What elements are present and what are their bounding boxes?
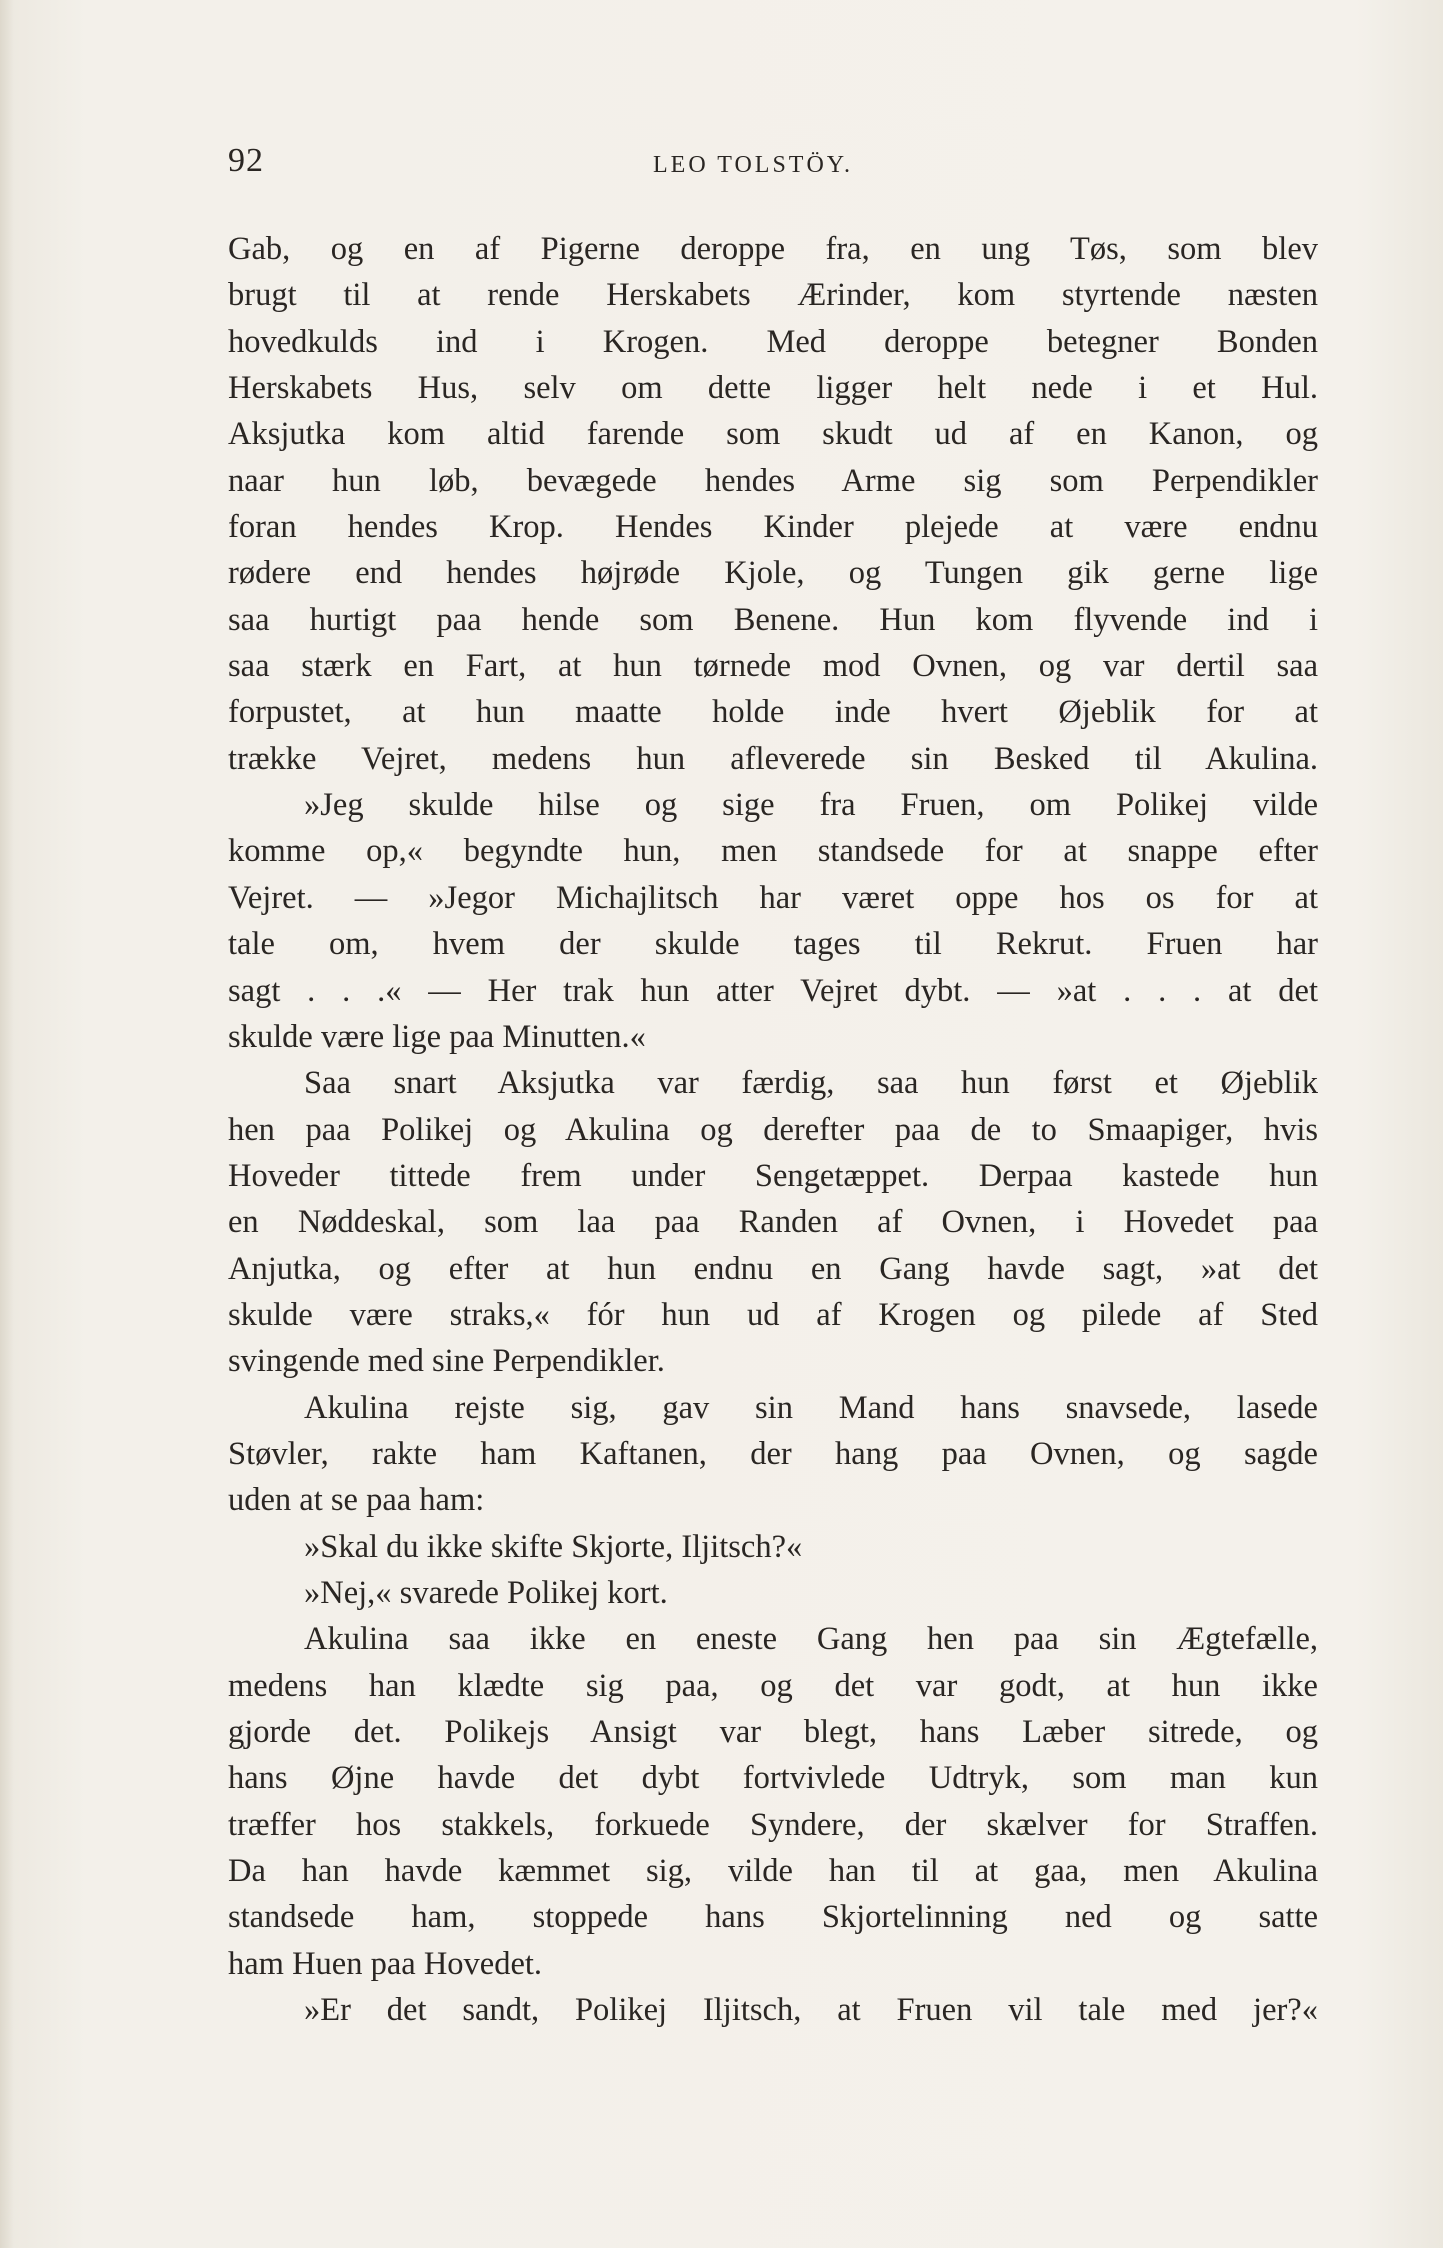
binding-edge [0,0,14,2248]
text-line: Akulina rejste sig, gav sin Mand hans snavsede, lasede [304,1389,1318,1426]
text-line: komme op,« begyndte hun, men standsede for at snappe efter [228,833,1318,870]
text-line: sagt . . .« — Her trak hun atter Vejret dybt. — »at . . . at det [228,972,1318,1009]
text-line: medens han klædte sig paa, og det var godt, at hun ikke [228,1667,1318,1704]
text-line: naar hun løb, bevægede hendes Arme sig som Perpendikler [228,462,1318,499]
text-line: hovedkulds ind i Krogen. Med deroppe betegner Bonden [228,323,1318,360]
text-line: hans Øjne havde det dybt fortvivlede Udtryk, som man kun [228,1760,1318,1797]
text-line: træffer hos stakkels, forkuede Syndere, der skælver for Straffen. [228,1806,1318,1843]
text-line: »Jeg skulde hilse og sige fra Fruen, om Polikej vilde [304,787,1318,824]
text-line: »Skal du ikke skifte Skjorte, Iljitsch?« [304,1528,803,1565]
text-line: »Nej,« svarede Polikej kort. [304,1574,668,1611]
text-line: Aksjutka kom altid farende som skudt ud af en Kanon, og [228,416,1318,453]
text-line: svingende med sine Perpendikler. [228,1343,665,1380]
text-line: »Er det sandt, Polikej Iljitsch, at Fruen vil tale med jer?« [304,1992,1318,2029]
text-line: Vejret. — »Jegor Michajlitsch har været oppe hos os for at [228,879,1318,916]
text-line: Hoveder tittede frem under Sengetæppet. Derpaa kastede hun [228,1157,1318,1194]
page-header [228,142,1324,182]
text-line: gjorde det. Polikejs Ansigt var blegt, hans Læber sitrede, og [228,1714,1318,1750]
text-line: Herskabets Hus, selv om dette ligger helt nede i et Hul. [228,370,1318,407]
text-line: hen paa Polikej og Akulina og derefter paa de to Smaapiger, hvis [228,1111,1318,1148]
text-line: forpustet, at hun maatte holde inde hvert Øjeblik for at [228,694,1318,731]
text-line: rødere end hendes højrøde Kjole, og Tungen gik gerne lige [228,555,1318,592]
text-line: Gab, og en af Pigerne deroppe fra, en ung Tøs, som blev [228,231,1318,267]
text-line: foran hendes Krop. Hendes Kinder plejede at være endnu [228,509,1318,546]
text-line: Saa snart Aksjutka var færdig, saa hun først et Øjeblik [304,1065,1318,1102]
text-line: saa stærk en Fart, at hun tørnede mod Ovnen, og var dertil saa [228,648,1318,685]
text-line: Støvler, rakte ham Kaftanen, der hang paa Ovnen, og sagde [228,1435,1318,1472]
text-line: ham Huen paa Hovedet. [228,1945,543,1982]
text-line: en Nøddeskal, som laa paa Randen af Ovnen, i Hovedet paa [228,1204,1318,1241]
text-line: tale om, hvem der skulde tages til Rekrut. Fruen har [228,926,1318,963]
text-line: trække Vejret, medens hun afleverede sin Besked til Akulina. [228,740,1318,777]
text-line: Da han havde kæmmet sig, vilde han til at gaa, men Akulina [228,1853,1318,1890]
text-line: Akulina saa ikke en eneste Gang hen paa sin Ægtefælle, [304,1621,1318,1658]
text-line: brugt til at rende Herskabets Ærinder, kom styrtende næsten [228,277,1318,314]
text-line: saa hurtigt paa hende som Benene. Hun kom flyvende ind i [228,601,1318,638]
text-line: uden at se paa ham: [228,1482,485,1519]
text-line: standsede ham, stoppede hans Skjortelinning ned og satte [228,1899,1318,1936]
body-text [228,226,1318,2033]
page-number: 92 [228,142,264,179]
running-head: LEO TOLSTÖY. [653,152,854,178]
text-line: Anjutka, og efter at hun endnu en Gang havde sagt, »at det [228,1250,1318,1287]
text-line: skulde være straks,« fór hun ud af Krogen og pilede af Sted [228,1296,1318,1333]
text-line: skulde være lige paa Minutten.« [228,1018,646,1055]
